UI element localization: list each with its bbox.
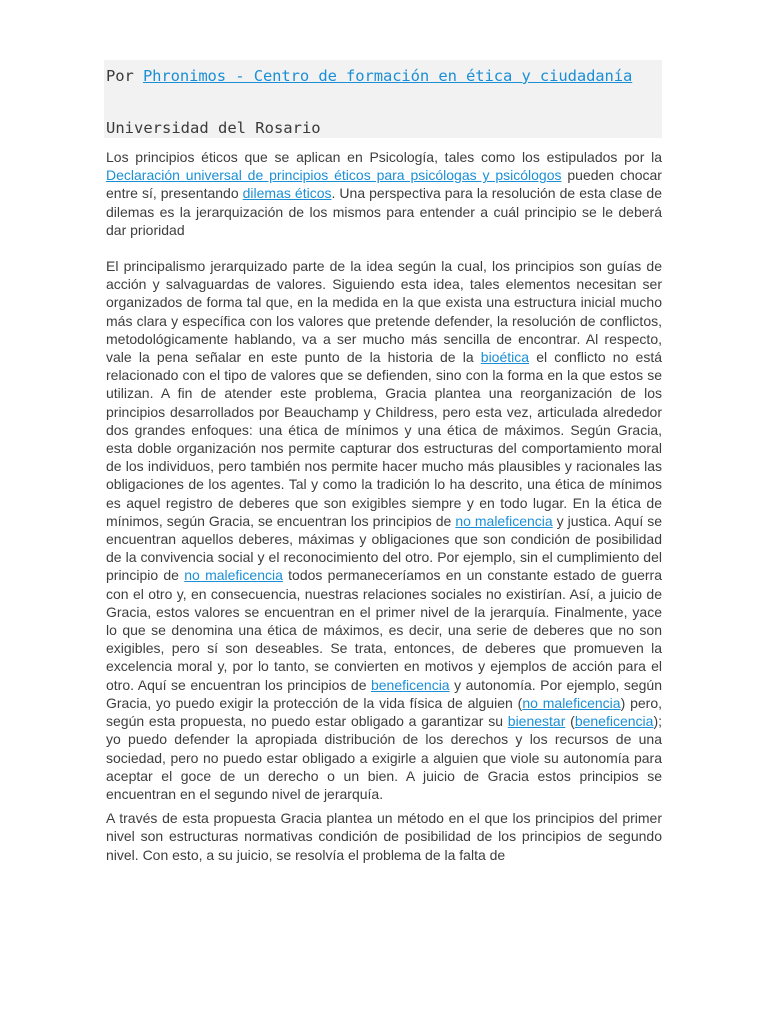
bienestar-link[interactable]: bienestar: [507, 713, 566, 730]
paragraph-principalismo: [106, 257, 662, 803]
paragraph-text: ) pero, según esta propuesta, no puedo estar obligado a garantizar su: [106, 694, 662, 730]
university-name: Universidad del Rosario: [106, 119, 321, 137]
author-link[interactable]: Phronimos - Centro de formación en ética y ciudadanía: [142, 67, 633, 85]
no-maleficencia-link[interactable]: no maleficencia: [522, 694, 621, 711]
byline-prefix: Por: [106, 67, 134, 85]
no-maleficencia-link[interactable]: no maleficencia: [455, 512, 553, 529]
paragraph-text: El principalismo jerarquizado parte de la idea según la cual, los principios son guías de acción y salvaguardas de valores. Siguiendo esta idea, tales elementos necesitan ser organizados de forma tal que, en la medida en la que exista una estructura inicial mucho más clara y específica con los valores que pretende defender, la resolución de conflictos, metodológicamente hablando, va a ser mucho más sencilla de encontrar. Al respecto, vale la pena señalar en este punto de la historia de la: [106, 258, 662, 366]
dilemas-eticos-link[interactable]: dilemas éticos: [242, 185, 332, 202]
paragraph-text: ); yo puedo defender la apropiada distribución de los derechos y los recursos de una sociedad, pero no puedo estar obligado a exigirle a alguien que viole su autonomía para aceptar el goce de un derecho o un bien. A juicio de Gracia estos principios se encuentran en el segundo nivel de jerarquía.: [106, 713, 662, 802]
paragraph-text: y autonomía. Por ejemplo, según Gracia, yo puedo exigir la protección de la vida física de alguien (: [106, 676, 662, 711]
paragraph-text: y justica. Aquí se encuentran aquellos deberes, máximas y obligaciones que son condición de posibilidad de la convivencia social y el reconocimiento del otro. Por ejemplo, sin el cumplimiento del principio de: [106, 512, 662, 584]
declaration-link[interactable]: Declaración universal de principios éticos para psicólogas y psicólogos: [106, 167, 562, 184]
byline: [106, 67, 632, 85]
paragraph-text: pueden chocar entre sí, presentando: [106, 167, 662, 202]
paragraph-text: A través de esta propuesta Gracia plantea un método en el que los principios del primer nivel son estructuras normativas condición de posibilidad de los principios de segundo nivel. Con esto, a su juicio, se resolvía el problema de la falta de: [106, 810, 662, 863]
paragraph-text: todos permaneceríamos en un constante estado de guerra con el otro y, en consecuencia, nuestras relaciones sociales no existirían. Así, a juicio de Gracia, estos valores se encuentran en el primer nivel de la jerarquía. Finalmente, yace lo que se denomina una ética de máximos, es decir, una serie de deberes que no son exigibles, pero sí son deseables. Se trata, entonces, de deberes que promueven la excelencia moral y, por lo tanto, se convierten en motivos y ejemplos de acción para el otro. Aquí se encuentran los principios de: [106, 567, 662, 693]
article-body: [106, 148, 662, 864]
no-maleficencia-link[interactable]: no maleficencia: [184, 567, 283, 584]
paragraph-text: el conflicto no está relacionado con el tipo de valores que se defienden, sino con la forma en la que estos se utilizan. A fin de atender este problema, Gracia plantea una reorganización de los principios desarrollados por Beauchamp y Childress, pero esta vez, articulada alrededor dos grandes enfoques: una ética de mínimos y una ética de máximos. Según Gracia, esta doble organización nos permite capturar dos estructuras del comportamiento moral de los individuos, pero también nos permite hacer mucho más plausibles y racionales las obligaciones de los agentes. Tal y como la tradición lo ha descrito, una ética de mínimos es aquel registro de deberes que son exigibles siempre y en todo lugar. En la ética de mínimos, según Gracia, se encuentran los principios de: [106, 349, 662, 529]
paragraph-text: . Una perspectiva para la resolución de esta clase de dilemas es la jerarquización de los mismos para entender a cuál principio se le deberá dar prioridad: [106, 185, 663, 238]
bioetica-link[interactable]: bioética: [480, 349, 530, 366]
paragraph-metodo: [106, 809, 662, 864]
paragraph-text: Los principios éticos que se aplican en Psicología, tales como los estipulados por la: [106, 149, 662, 165]
paragraph-text: (: [565, 713, 575, 730]
beneficencia-link[interactable]: beneficencia: [574, 713, 654, 730]
paragraph-intro: [106, 148, 662, 239]
beneficencia-link[interactable]: beneficencia: [370, 676, 450, 693]
article-header: [104, 60, 662, 138]
